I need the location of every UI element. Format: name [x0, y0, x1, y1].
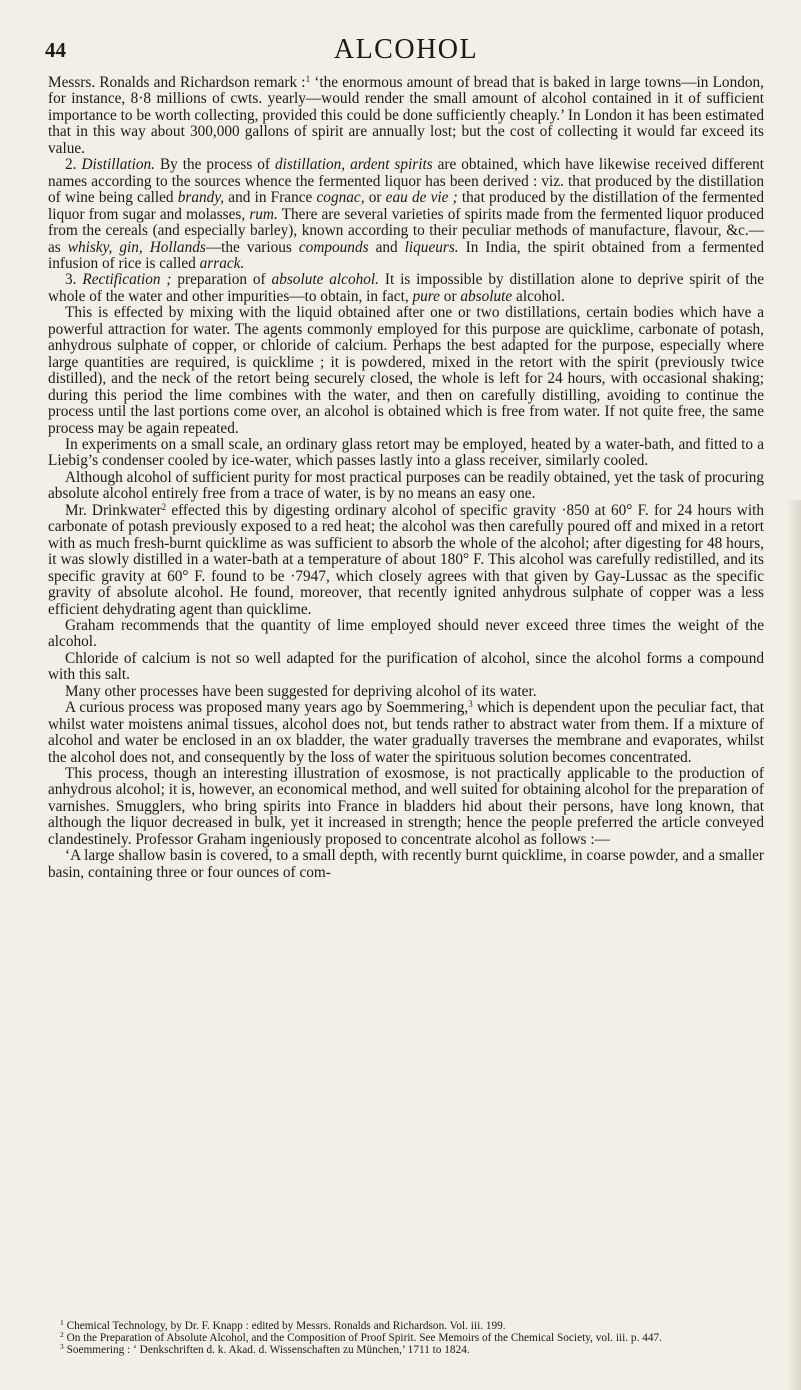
footnote [50, 1320, 762, 1332]
italic-term: Rectification ; [82, 271, 172, 289]
text-run: that produced by the distillation of the fermented liquor from sugar and molasses, [48, 189, 764, 223]
text-run: There are several varieties of spirits made from the fermented liquor produced from the cereals (and especially barley), known according to their peculiar methods of manufacture, flavour, &c.—as [48, 205, 764, 256]
footnote-mark: 2 [60, 1330, 64, 1340]
footnote [50, 1344, 762, 1356]
footnote-ref: 2 [161, 501, 167, 512]
italic-term: whisky, gin, Hollands [67, 238, 206, 256]
italic-term: absolute alcohol. [271, 271, 379, 289]
paragraph [48, 75, 764, 157]
text-run: or [364, 189, 386, 207]
paragraph [48, 470, 764, 503]
paragraph [48, 437, 764, 470]
footnote-text: On the Preparation of Absolute Alcohol, and the Composition of Proof Spirit. See Memoirs of the Chemical Society, vol. iii. p. 447. [63, 1332, 662, 1345]
italic-term: liqueurs. [404, 238, 459, 256]
text-run: Chloride of calcium is not so well adapted for the purification of alcohol, since the alcohol forms a compound with this salt. [48, 649, 764, 684]
italic-term: eau de vie ; [385, 189, 458, 207]
text-run: Messrs. Ronalds and Richardson remark : [48, 74, 306, 91]
paragraph [48, 651, 764, 684]
text-run: which is dependent upon the peculiar fact, that whilst water moistens animal tissues, alcohol does not, but tends rather to abstract water from them. If a mixture of alcohol and water be enclosed in an ox bladder, the water gradually traverses the membrane and evaporates, whilst the alcohol does not, and consequently by the loss of water the spirituous solution becomes concentrated. [48, 699, 764, 766]
text-run: Mr. Drinkwater [65, 501, 162, 519]
text-run: It is impossible by distillation alone to deprive spirit of the whole of the water and other impurities—to obtain, in fact, [48, 271, 765, 305]
text-run: 2. [65, 156, 82, 174]
text-run: —the various [205, 238, 299, 256]
text-run: and in France [224, 189, 317, 207]
footnote-mark: 3 [60, 1342, 64, 1352]
text-run: alcohol. [512, 287, 565, 305]
text-run: and [368, 238, 405, 256]
text-run: In experiments on a small scale, an ordinary glass retort may be employed, heated by a water-bath, and fitted to a Liebig’s condenser cooled by ice-water, which passes lastly into a glass receiver, similarly cooled. [48, 435, 764, 470]
paragraph [48, 618, 764, 651]
text-run: This is effected by mixing with the liquid obtained after one or two distillations, certain bodies which have a powerful attraction for water. The agents commonly employed for this purpose are quicklime, carbonate of potash, anhydrous sulphate of copper, or chloride of calcium. Perhaps the best adapted for the purpose, especially where large quantities are required, is quicklime ; it is powdered, mixed in the retort with the spirit (previously twice distilled), and the neck of the retort being securely closed, the whole is left for 24 hours, with occasional shaking; during this period the lime combines with the water, and then on carefully distilling, avoiding to continue the process until the last portions come over, an alcohol is obtained which is free from water. If not quite free, the same process may be again repeated. [48, 304, 764, 437]
text-run: ‘A large shallow basin is covered, to a small depth, with recently burnt quicklime, in coarse powder, and a smaller basin, containing three or four ounces of com- [48, 847, 764, 881]
italic-term: pure [412, 287, 440, 305]
footnote-ref: 3 [468, 699, 473, 710]
text-run: Many other processes have been suggested for depriving alcohol of its water. [65, 682, 537, 700]
text-run: ‘the enormous amount of bread that is baked in large towns—in London, for instance, 8·8 millions of cwts. yearly—would render the small amount of alcohol contained in it of sufficient importance to be worth collecting, provided this could be done sufficiently cheaply.’ In London it has been estimated that in this way about 300,000 gallons of spirit are annually lost; but the cost of collecting it would far exceed its value. [48, 74, 764, 157]
footnote-text: Soemmering : ‘ Denkschriften d. k. Akad. d. Wissenschaften zu München,’ 1711 to 1824. [63, 1344, 470, 1357]
footnote-ref: 1 [305, 74, 311, 84]
text-run: By the process of [154, 156, 275, 174]
footnote [50, 1332, 762, 1344]
italic-term: compounds [298, 238, 369, 256]
italic-term: cognac, [316, 189, 365, 207]
footnote-text: Chemical Technology, by Dr. F. Knapp : edited by Messrs. Ronalds and Richardson. Vol. iii. 199. [63, 1320, 506, 1332]
text-run: A curious process was proposed many years ago by Soemmering, [65, 699, 469, 717]
paragraph [48, 700, 764, 766]
paragraph [48, 272, 764, 305]
text-run: Although alcohol of sufficient purity for most practical purposes can be readily obtained, yet the task of procuring absolute alcohol entirely free from a trace of water, is by no means an easy one. [48, 468, 764, 503]
text-run: 3. [65, 271, 83, 289]
italic-term: arrack. [199, 254, 245, 272]
text-run: or [439, 287, 461, 305]
page-number: 44 [45, 38, 66, 62]
running-title: ALCOHOL [333, 34, 479, 65]
italic-term: rum. [249, 205, 278, 223]
text-run: In India, the spirit obtained from a fermented infusion of rice is called [48, 238, 764, 272]
paragraph [48, 503, 764, 618]
paragraph [48, 305, 764, 437]
footnote-mark: 1 [60, 1318, 64, 1327]
paragraph [48, 766, 764, 848]
italic-term: distillation, ardent spirits [274, 156, 433, 174]
italic-term: Distillation. [81, 156, 155, 174]
text-run: effected this by digesting ordinary alcohol of specific gravity ·850 at 60° F. for 24 hours with carbonate of potash previously exposed to a red heat; the alcohol was then carefully poured off and mixed in a retort with as much fresh-burnt quicklime as was sufficient to absorb the whole of the alcohol; after digesting for 48 hours, it was slowly distilled in a water-bath at a temperature of about 180° F. This alcohol was carefully redistilled, and its specific gravity at 60° F. found to be ·7947, which closely agrees with that given by Gay-Lussac as the specific gravity of absolute alcohol. He found, moreover, that recently ignited anhydrous sulphate of copper was a less efficient dehydrating agent than quicklime. [48, 501, 764, 618]
page-edge-shadow [787, 500, 801, 1390]
italic-term: absolute [460, 287, 513, 305]
text-run: This process, though an interesting illustration of exosmose, is not practically applicable to the production of anhydrous alcohol; it is, however, an economical method, and well suited for obtaining alcohol for the preparation of varnishes. Smugglers, who bring spirits into France in bladders hid about their persons, have long known, that although the liquor decreased in bulk, yet it increased in strength; hence the people preferred the article conveyed clandestinely. Professor Graham ingeniously proposed to concentrate alcohol as follows :— [48, 765, 764, 848]
paragraph [48, 157, 764, 272]
paragraph [48, 684, 764, 700]
body-text [48, 75, 764, 881]
paragraph [48, 848, 764, 881]
footnotes [50, 1320, 762, 1357]
italic-term: brandy, [177, 189, 225, 207]
page-header [45, 34, 767, 65]
text-run: are obtained, which have likewise received different names according to the sources whence the fermented liquor has been derived : viz. that produced by the distillation of wine being called [48, 156, 765, 207]
text-run: preparation of [171, 271, 272, 289]
text-run: Graham recommends that the quantity of lime employed should never exceed three times the weight of the alcohol. [48, 616, 764, 651]
